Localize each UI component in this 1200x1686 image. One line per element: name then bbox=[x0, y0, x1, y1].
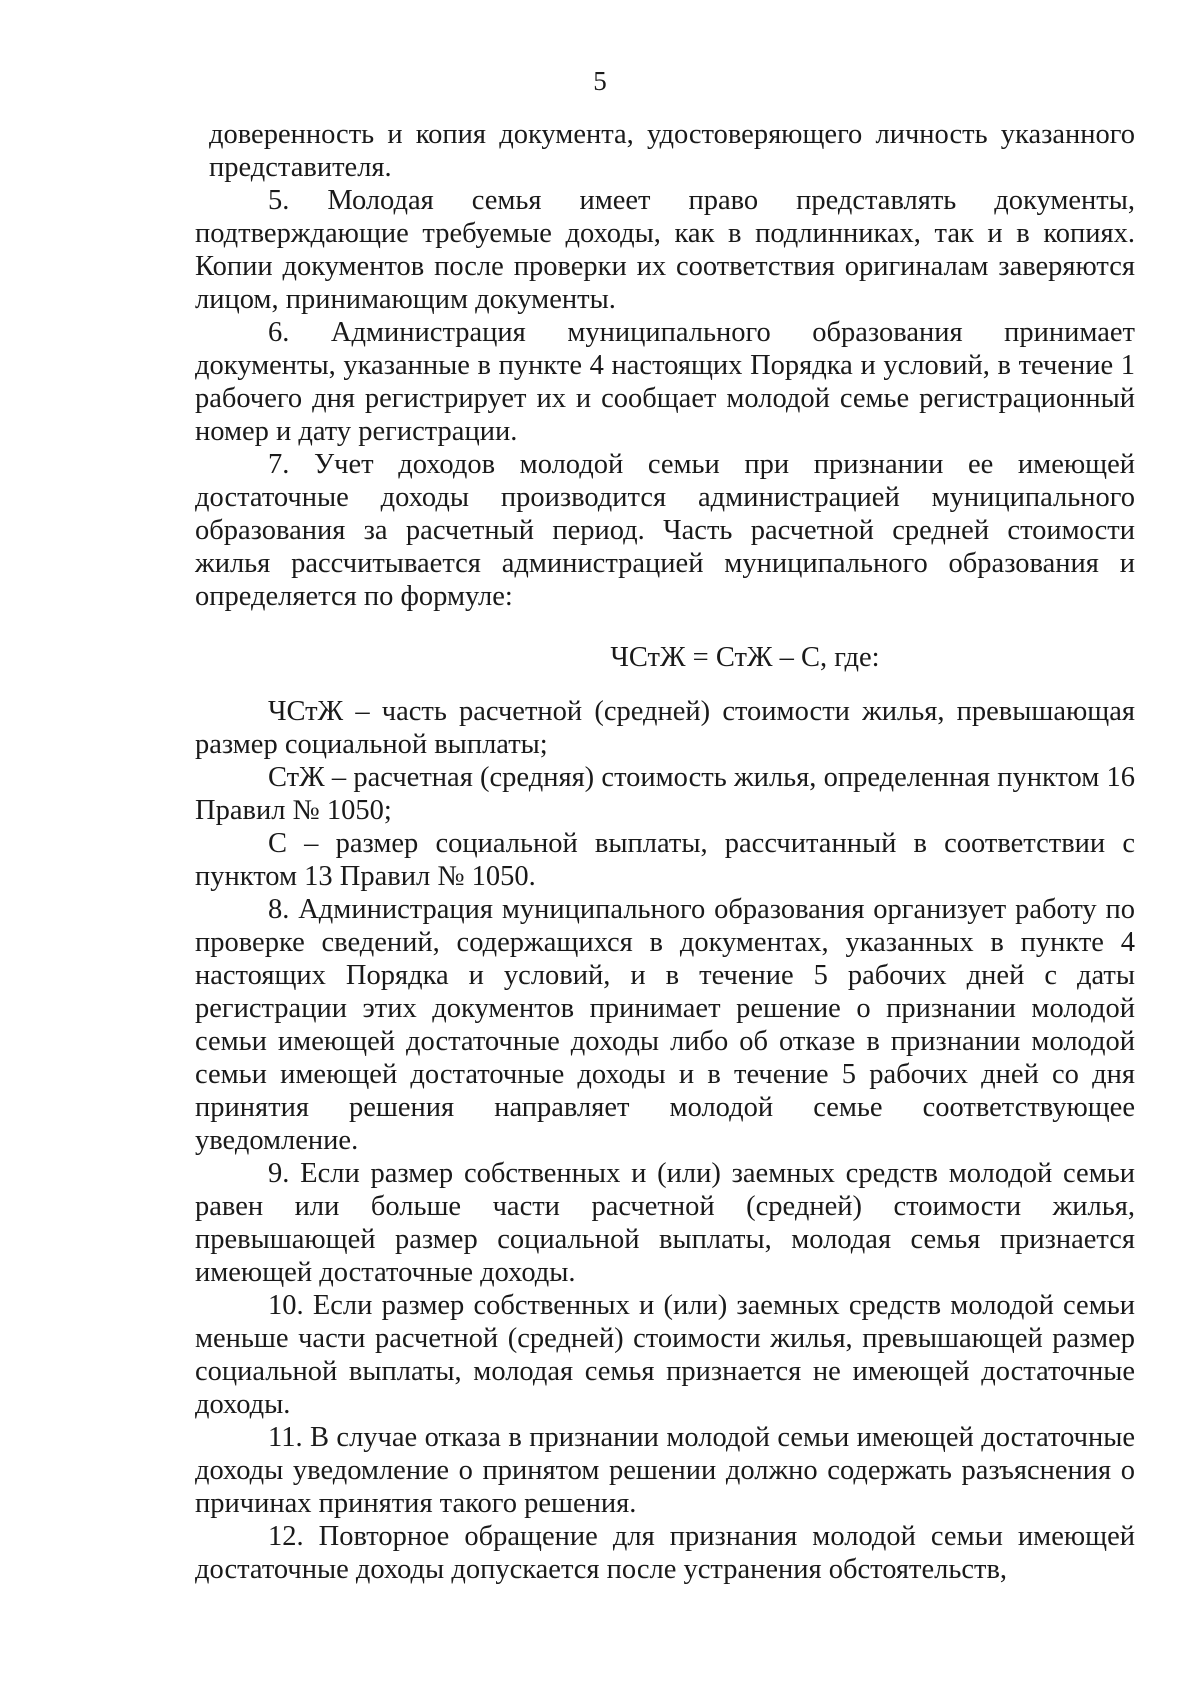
paragraph-intro: доверенность и копия документа, удостоверяющего личность указанного представителя. bbox=[209, 119, 1135, 183]
document-body bbox=[195, 118, 1135, 1586]
paragraph-6: 6. Администрация муниципального образования принимает документы, указанные в пункте 4 настоящих Порядка и условий, в течение 1 рабочего дня регистрирует их и сообщает молодой семье регистрационный номер и дату регистрации. bbox=[195, 317, 1135, 447]
paragraph-5: 5. Молодая семья имеет право представлять документы, подтверждающие требуемые доходы, как в подлинниках, так и в копиях. Копии документов после проверки их соответствия оригиналам заверяются лицом, принимающим документы. bbox=[195, 185, 1135, 315]
definition-chstzh: ЧСтЖ – часть расчетной (средней) стоимости жилья, превышающая размер социальной выплаты; bbox=[195, 696, 1135, 760]
definition-stzh: СтЖ – расчетная (средняя) стоимость жилья, определенная пунктом 16 Правил № 1050; bbox=[195, 762, 1135, 826]
paragraph-7: 7. Учет доходов молодой семьи при признании ее имеющей достаточные доходы производится администрацией муниципального образования за расчетный период. Часть расчетной средней стоимости жилья рассчитывается администрацией муниципального образования и определяется по формуле: bbox=[195, 449, 1135, 612]
paragraph-11: 11. В случае отказа в признании молодой семьи имеющей достаточные доходы уведомление о принятом решении должно содержать разъяснения о причинах принятия такого решения. bbox=[195, 1422, 1135, 1519]
page-number: 5 bbox=[593, 66, 607, 96]
definition-c: С – размер социальной выплаты, рассчитанный в соответствии с пунктом 13 Правил № 1050. bbox=[195, 828, 1135, 892]
paragraph-12: 12. Повторное обращение для признания молодой семьи имеющей достаточные доходы допускается после устранения обстоятельств, bbox=[195, 1521, 1135, 1585]
paragraph-8: 8. Администрация муниципального образования организует работу по проверке сведений, содержащихся в документах, указанных в пункте 4 настоящих Порядка и условий, и в течение 5 рабочих дней с даты регистрации этих документов принимает решение о признании молодой семьи имеющей достаточные доходы либо об отказе в признании молодой семьи имеющей достаточные доходы и в течение 5 рабочих дней со дня принятия решения направляет молодой семье соответствующее уведомление. bbox=[195, 894, 1135, 1156]
paragraph-9: 9. Если размер собственных и (или) заемных средств молодой семьи равен или больше части расчетной (средней) стоимости жилья, превышающей размер социальной выплаты, молодая семья признается имеющей достаточные доходы. bbox=[195, 1158, 1135, 1288]
formula: ЧСтЖ = СтЖ – С, где: bbox=[610, 642, 880, 673]
paragraph-10: 10. Если размер собственных и (или) заемных средств молодой семьи меньше части расчетной (средней) стоимости жилья, превышающей размер социальной выплаты, молодая семья признается не имеющей достаточные доходы. bbox=[195, 1290, 1135, 1420]
